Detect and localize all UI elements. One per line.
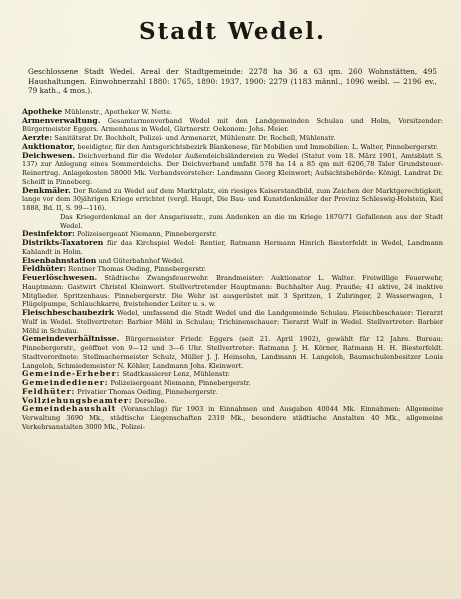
entry-heading: Fleischbeschaubezirk <box>22 308 115 318</box>
entry-text: für das Kirchspiel Wedel: Rentier, Ratmann Hermann Hinrich Biesterfeldt in Wedel, Landmann Kahlandt in Holm. <box>22 239 443 256</box>
entry-text: Gesamtarmenverband Wedel mit den Landgemeinden Schulau und Holm, Vorsitzender: Bürgermeister Eggers. Armenhaus in Wedel, Gärtnerstr. Oekonom: Johs. Meier. <box>22 116 443 134</box>
entry-heading: Feldhüter: <box>22 386 76 396</box>
intro-paragraph: Geschlossene Stadt Wedel. Areal der Stadtgemeinde: 2278 ha 36 a 63 qm. 260 Wohnstätten, 495 Haushaltungen. Einwohnerzahl 1880: 1765, 1890: 1937, 1900: 2279 (1183 männl., 1096 weibl. — 2196 ev., 79 kath., 4 mos.). <box>28 67 437 96</box>
page-title: Stadt Wedel. <box>139 18 326 45</box>
entry-heading: Gemeindeverhältnisse. <box>22 334 120 344</box>
entry-heading: Distrikts-Taxatoren <box>22 238 104 248</box>
entry-heading: Gemeindediener: <box>22 378 109 388</box>
entry-text: Stadtkassierer Lenz, Mühlenstr. <box>122 370 230 379</box>
entry-heading: Feldhüter: <box>22 264 67 274</box>
entry-text: Polizeisergeant Niemann, Pinnebergerstr. <box>76 230 217 239</box>
entry-feuerloeschwesen <box>22 274 443 309</box>
entry-text: Mühlenstr., Apotheker W. Nette. <box>64 107 173 116</box>
entry-heading: Vollziehungsbeamter: <box>22 395 133 405</box>
entry-heading: Apotheke <box>22 106 63 116</box>
entry-heading: Auktionator, <box>22 141 76 151</box>
entry-deichwesen <box>22 152 443 187</box>
entry-heading: Eisenbahnstation <box>22 255 97 265</box>
entry-text: Rentner Thomas Oeding, Pinnebergerstr. <box>68 265 207 274</box>
entry-heading: Gemeinde-Erheber: <box>22 369 121 379</box>
entry-text: Derselbe. <box>134 396 167 405</box>
entry-text: Privatier Thomas Oeding, Pinnebergerstr. <box>77 387 218 396</box>
entry-text: Bürgermeister Friedr. Eggers (seit 21. April 1902), gewählt für 12 Jahre. Bureau: Pinnebergerstr., geöffnet von 9—12 und 3—6 Uhr. Stellvertreter: Ratmann J. H. Körner, Ratmann H. H. Biesterfeldt. Stadtverordnete: Stellmachermeister Schulz, Müller J. J. Heinsohn, Landmann H. Langeloh, Baumschulenbesitzer Louis Langeloh, Schmiedemeister N. Köhler, Landmann Johs. Kleinwort. <box>22 335 443 370</box>
entry-list <box>22 108 443 432</box>
entry-text: Der Roland zu Wedel auf dem Marktplatz, ein riesiges Kaiserstandbild, zum Zeichen der Marktgerechtigkeit, lange vor dem 30jährigen Kriege errichtet (vergl. Haupt, Die Bau- und Kunstdenkmäler der Provinz Schleswig-Holstein, Kiel 1888, Bd. II, S. 99—116). <box>22 186 443 213</box>
entry-fleischbeschaubezirk <box>22 309 443 335</box>
entry-text: (Voranschlag) für 1903 in Einnahmen und Ausgaben 40044 Mk. Einnahmen: Allgemeine Verwaltung 3690 Mk., städtische Liegenschaften 2310 Mk., besondere städtische Anstalten 40 Mk., allgemeine Verkehrsanstalten 3000 Mk., Polizei- <box>22 405 443 431</box>
entry-gemeindediener <box>22 379 443 388</box>
entry-heading: Armenverwaltung. <box>22 115 101 125</box>
entry-text: Städtische Zwangsfeuerwehr. Brandmeister: Auktionator L. Walter. Freiwillige Feuerwehr, Hauptmann: Gastwirt Christel Kleinwort. Stellvertretender Hauptmann: Buchhalter Aug. Prauße; 41 aktive, 24 inaktive Mitglieder. Spritzenhaus: Pinnebergerstr. Die Wehr ist ausgerüstet mit 3 Spritzen, 1 Zubringer, 2 Wasserwagen, 1 Flügelpumpe, Schlauchkarre, freistehender Leiter u. s. w. <box>22 274 443 309</box>
entry-auktionator <box>22 143 443 152</box>
entry-extra-text: Das Kriegerdenkmal an der Ansgariusstr., zum Andenken an die im Kriege 1870/71 Gefallenen aus der Stadt Wedel. <box>60 212 443 230</box>
entry-heading: Gemeindehaushalt <box>22 404 117 414</box>
entry-text: beeidigter, für den Amtsgerichtsbezirk Blankenese, für Mobilien und Immobilien: L. Walter, Pinnebergerstr. <box>77 142 439 151</box>
entry-text: Wedel, umfassend die Stadt Wedel und die Landgemeinde Schulau. Fleischbeschauer: Tierarzt Wulf in Wedel. Stellvertreter: Barbier Möhl in Schulau; Trichinenschauer: Tierarzt Wulf in Wedel. Stellvertreter: Barbier Möhl in Schulau. <box>22 309 443 335</box>
entry-distrikts-taxatoren <box>22 239 443 257</box>
entry-text: Polizeisergeant Niemann, Pinnebergerstr. <box>110 379 251 388</box>
entry-gemeindehaushalt <box>22 405 443 431</box>
entry-gemeindeverhaeltnisse <box>22 335 443 370</box>
entry-heading: Desinfektor: <box>22 229 75 239</box>
entry-text: Sanitätsrat Dr. Bochholt, Polizei- und Armenarzt, Mühlenstr. Dr. Rochell, Mühlenstr. <box>54 134 336 143</box>
entry-text: Deichverband für die Wedeler Außendeichsländereien zu Wedel (Statut vom 18. März 1901, Amtsblatt S. 137) zur Anlegung eines Sommerdeichs. Der Deichverband umfaßt 578 ha 14 a 85 qm mit 6206,78 Taler Grundsteuer-Reinertrag. Anlagekosten 58000 Mk. Verbandsvorsteher: Landmann Georg Kleinwort; Aufsichtsbehörde: Königl. Landrat Dr. Scheiff in Pinneberg. <box>22 151 443 186</box>
entry-heading: Aerzte: <box>22 133 53 143</box>
entry-text: und Güterbahnhof Wedel. <box>98 256 185 265</box>
entry-eisenbahnstation <box>22 257 443 266</box>
entry-aerzte <box>22 134 443 143</box>
entry-heading: Denkmäler. <box>22 185 71 195</box>
entry-denkmaeler <box>22 187 443 231</box>
entry-armenverwaltung <box>22 117 443 135</box>
entry-heading: Feuerlöschwesen. <box>22 273 98 283</box>
entry-heading: Deichwesen. <box>22 150 76 160</box>
